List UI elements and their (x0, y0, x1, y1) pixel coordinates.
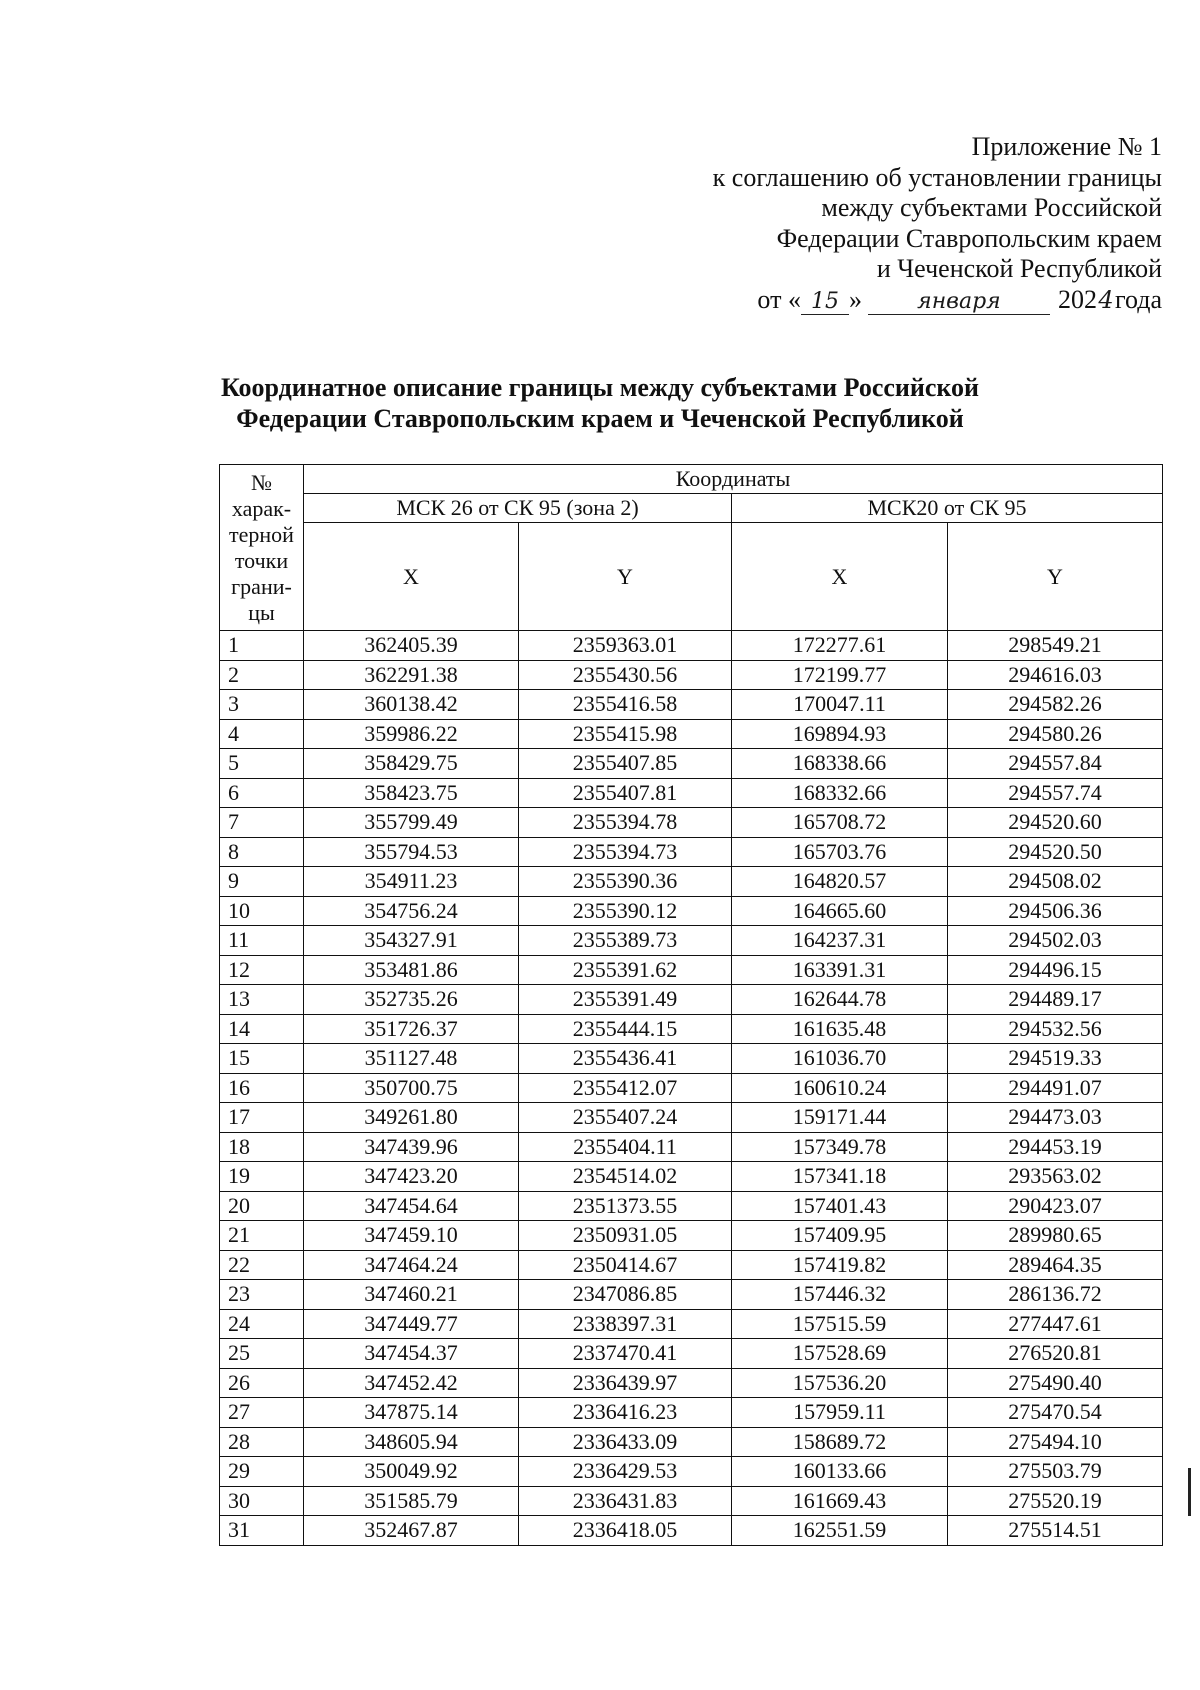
table-row (220, 778, 1163, 808)
appendix-line: к соглашению об установлении границы (712, 162, 1162, 192)
msk26-x-cell: 354911.23 (304, 867, 519, 897)
msk26-y-cell: 2355415.98 (519, 719, 732, 749)
msk20-x-cell: 170047.11 (732, 690, 948, 720)
msk20-x-cell: 162551.59 (732, 1516, 948, 1546)
msk20-x-cell: 169894.93 (732, 719, 948, 749)
table-row (220, 1221, 1163, 1251)
system2-header: МСК20 от СК 95 (732, 494, 1163, 523)
point-number-cell: 9 (220, 867, 304, 897)
table-row (220, 1162, 1163, 1192)
title-line: Федерации Ставропольским краем и Чеченской Республикой (236, 404, 964, 433)
msk20-y-cell: 294473.03 (948, 1103, 1163, 1133)
table-row (220, 955, 1163, 985)
msk20-x-cell: 168338.66 (732, 749, 948, 779)
msk26-y-cell: 2355407.24 (519, 1103, 732, 1133)
msk20-y-cell: 294520.60 (948, 808, 1163, 838)
msk26-x-cell: 347464.24 (304, 1250, 519, 1280)
point-number-cell: 25 (220, 1339, 304, 1369)
msk20-y-cell: 294616.03 (948, 660, 1163, 690)
table-body (220, 631, 1163, 1546)
point-number-cell: 29 (220, 1457, 304, 1487)
msk20-x-cell: 164237.31 (732, 926, 948, 956)
point-number-cell: 3 (220, 690, 304, 720)
msk26-x-cell: 352467.87 (304, 1516, 519, 1546)
point-number-header: № харак- терной точки грани- цы (220, 465, 304, 631)
msk20-y-cell: 294496.15 (948, 955, 1163, 985)
document-title (0, 372, 1200, 434)
table-row (220, 1516, 1163, 1546)
msk26-x-cell: 354327.91 (304, 926, 519, 956)
msk20-x-cell: 161669.43 (732, 1486, 948, 1516)
msk26-x-cell: 347449.77 (304, 1309, 519, 1339)
table-row (220, 1250, 1163, 1280)
y2-header: Y (948, 523, 1163, 631)
point-number-cell: 19 (220, 1162, 304, 1192)
msk26-x-cell: 351585.79 (304, 1486, 519, 1516)
date-quote: » (848, 284, 862, 314)
point-number-cell: 5 (220, 749, 304, 779)
msk26-y-cell: 2350931.05 (519, 1221, 732, 1251)
point-number-cell: 23 (220, 1280, 304, 1310)
msk20-y-cell: 293563.02 (948, 1162, 1163, 1192)
year-prefix: 202 (1057, 284, 1097, 314)
msk20-x-cell: 168332.66 (732, 778, 948, 808)
msk26-y-cell: 2355390.12 (519, 896, 732, 926)
msk20-y-cell: 286136.72 (948, 1280, 1163, 1310)
msk26-x-cell: 359986.22 (304, 719, 519, 749)
msk20-x-cell: 157536.20 (732, 1368, 948, 1398)
point-number-cell: 6 (220, 778, 304, 808)
msk20-x-cell: 165708.72 (732, 808, 948, 838)
msk26-x-cell: 362291.38 (304, 660, 519, 690)
table-row (220, 1309, 1163, 1339)
msk26-y-cell: 2355390.36 (519, 867, 732, 897)
point-number-cell: 7 (220, 808, 304, 838)
msk26-x-cell: 347454.37 (304, 1339, 519, 1369)
x2-header: X (732, 523, 948, 631)
coordinates-header: Координаты (304, 465, 1163, 494)
msk26-y-cell: 2355394.73 (519, 837, 732, 867)
msk20-x-cell: 165703.76 (732, 837, 948, 867)
msk26-y-cell: 2355391.49 (519, 985, 732, 1015)
msk20-x-cell: 164665.60 (732, 896, 948, 926)
msk20-y-cell: 294506.36 (948, 896, 1163, 926)
msk26-x-cell: 351127.48 (304, 1044, 519, 1074)
point-number-cell: 31 (220, 1516, 304, 1546)
point-number-cell: 2 (220, 660, 304, 690)
table-row (220, 808, 1163, 838)
msk20-y-cell: 294508.02 (948, 867, 1163, 897)
msk20-y-cell: 290423.07 (948, 1191, 1163, 1221)
msk20-x-cell: 157401.43 (732, 1191, 948, 1221)
point-number-cell: 12 (220, 955, 304, 985)
point-number-cell: 14 (220, 1014, 304, 1044)
point-number-cell: 15 (220, 1044, 304, 1074)
msk20-x-cell: 157409.95 (732, 1221, 948, 1251)
msk20-x-cell: 157341.18 (732, 1162, 948, 1192)
appendix-line: между субъектами Российской (821, 193, 1162, 222)
msk26-y-cell: 2359363.01 (519, 631, 732, 661)
msk20-x-cell: 157515.59 (732, 1309, 948, 1339)
table-row (220, 1368, 1163, 1398)
point-number-cell: 8 (220, 837, 304, 867)
msk20-x-cell: 161036.70 (732, 1044, 948, 1074)
table-row (220, 690, 1163, 720)
point-number-cell: 18 (220, 1132, 304, 1162)
msk20-x-cell: 158689.72 (732, 1427, 948, 1457)
msk26-y-cell: 2355404.11 (519, 1132, 732, 1162)
msk26-y-cell: 2355436.41 (519, 1044, 732, 1074)
msk26-x-cell: 362405.39 (304, 631, 519, 661)
msk26-y-cell: 2351373.55 (519, 1191, 732, 1221)
table-row (220, 926, 1163, 956)
msk20-x-cell: 172277.61 (732, 631, 948, 661)
table-row (220, 1339, 1163, 1369)
msk20-y-cell: 294491.07 (948, 1073, 1163, 1103)
msk26-x-cell: 347452.42 (304, 1368, 519, 1398)
point-number-cell: 26 (220, 1368, 304, 1398)
msk26-y-cell: 2336433.09 (519, 1427, 732, 1457)
agreement-date (713, 285, 1162, 316)
handwritten-month: января (868, 290, 1050, 315)
table-row (220, 749, 1163, 779)
scan-edge-mark (1188, 1468, 1191, 1516)
date-prefix: от « (757, 284, 801, 314)
point-number-cell: 20 (220, 1191, 304, 1221)
point-number-cell: 17 (220, 1103, 304, 1133)
point-number-cell: 30 (220, 1486, 304, 1516)
msk20-x-cell: 160610.24 (732, 1073, 948, 1103)
msk26-y-cell: 2350414.67 (519, 1250, 732, 1280)
point-number-cell: 13 (220, 985, 304, 1015)
msk20-x-cell: 157419.82 (732, 1250, 948, 1280)
msk20-y-cell: 294453.19 (948, 1132, 1163, 1162)
handwritten-day: 15 (801, 290, 849, 315)
msk26-y-cell: 2338397.31 (519, 1309, 732, 1339)
msk26-y-cell: 2355416.58 (519, 690, 732, 720)
msk20-y-cell: 294502.03 (948, 926, 1163, 956)
system1-header: МСК 26 от СК 95 (зона 2) (304, 494, 732, 523)
msk26-x-cell: 347460.21 (304, 1280, 519, 1310)
msk20-y-cell: 294557.84 (948, 749, 1163, 779)
coordinates-table (219, 464, 1163, 1546)
table-row (220, 1486, 1163, 1516)
msk20-x-cell: 172199.77 (732, 660, 948, 690)
point-number-cell: 22 (220, 1250, 304, 1280)
msk20-y-cell: 276520.81 (948, 1339, 1163, 1369)
point-number-cell: 1 (220, 631, 304, 661)
msk26-y-cell: 2337470.41 (519, 1339, 732, 1369)
table-row (220, 1132, 1163, 1162)
msk26-y-cell: 2354514.02 (519, 1162, 732, 1192)
table-row (220, 1191, 1163, 1221)
appendix-header (713, 132, 1162, 315)
appendix-line: Федерации Ставропольским краем (776, 223, 1162, 253)
table-row (220, 1044, 1163, 1074)
msk20-x-cell: 161635.48 (732, 1014, 948, 1044)
msk26-y-cell: 2336439.97 (519, 1368, 732, 1398)
appendix-line: и Чеченской Республикой (876, 254, 1162, 283)
x1-header: X (304, 523, 519, 631)
msk20-x-cell: 164820.57 (732, 867, 948, 897)
msk26-x-cell: 350700.75 (304, 1073, 519, 1103)
msk26-x-cell: 349261.80 (304, 1103, 519, 1133)
point-number-cell: 28 (220, 1427, 304, 1457)
msk20-y-cell: 294532.56 (948, 1014, 1163, 1044)
msk20-y-cell: 289464.35 (948, 1250, 1163, 1280)
msk20-y-cell: 298549.21 (948, 631, 1163, 661)
msk26-x-cell: 354756.24 (304, 896, 519, 926)
msk20-y-cell: 294519.33 (948, 1044, 1163, 1074)
msk20-x-cell: 157959.11 (732, 1398, 948, 1428)
point-number-cell: 16 (220, 1073, 304, 1103)
msk26-y-cell: 2336416.23 (519, 1398, 732, 1428)
msk20-x-cell: 157528.69 (732, 1339, 948, 1369)
msk26-y-cell: 2347086.85 (519, 1280, 732, 1310)
msk26-y-cell: 2355407.85 (519, 749, 732, 779)
y1-header: Y (519, 523, 732, 631)
msk26-x-cell: 355799.49 (304, 808, 519, 838)
table-row (220, 837, 1163, 867)
table-row (220, 867, 1163, 897)
msk20-x-cell: 163391.31 (732, 955, 948, 985)
msk26-x-cell: 358423.75 (304, 778, 519, 808)
msk20-x-cell: 162644.78 (732, 985, 948, 1015)
table-row (220, 1457, 1163, 1487)
msk26-x-cell: 347459.10 (304, 1221, 519, 1251)
msk26-x-cell: 351726.37 (304, 1014, 519, 1044)
msk20-y-cell: 294489.17 (948, 985, 1163, 1015)
msk26-x-cell: 355794.53 (304, 837, 519, 867)
msk26-y-cell: 2355407.81 (519, 778, 732, 808)
msk26-x-cell: 347454.64 (304, 1191, 519, 1221)
point-number-cell: 24 (220, 1309, 304, 1339)
msk26-y-cell: 2355412.07 (519, 1073, 732, 1103)
table-row (220, 1103, 1163, 1133)
msk20-y-cell: 275494.10 (948, 1427, 1163, 1457)
table-row (220, 631, 1163, 661)
point-number-cell: 11 (220, 926, 304, 956)
msk20-y-cell: 294520.50 (948, 837, 1163, 867)
table-row (220, 660, 1163, 690)
msk20-y-cell: 275520.19 (948, 1486, 1163, 1516)
point-number-cell: 4 (220, 719, 304, 749)
table-row (220, 1280, 1163, 1310)
appendix-line: Приложение № 1 (971, 132, 1162, 161)
msk20-x-cell: 159171.44 (732, 1103, 948, 1133)
msk26-x-cell: 347875.14 (304, 1398, 519, 1428)
msk20-y-cell: 289980.65 (948, 1221, 1163, 1251)
msk26-y-cell: 2336429.53 (519, 1457, 732, 1487)
msk20-x-cell: 157446.32 (732, 1280, 948, 1310)
table-row (220, 896, 1163, 926)
msk26-x-cell: 352735.26 (304, 985, 519, 1015)
table-row (220, 1073, 1163, 1103)
msk26-x-cell: 347423.20 (304, 1162, 519, 1192)
point-number-cell: 27 (220, 1398, 304, 1428)
msk26-y-cell: 2355389.73 (519, 926, 732, 956)
msk26-y-cell: 2355394.78 (519, 808, 732, 838)
msk26-x-cell: 348605.94 (304, 1427, 519, 1457)
msk20-y-cell: 275470.54 (948, 1398, 1163, 1428)
table-row (220, 985, 1163, 1015)
msk26-x-cell: 353481.86 (304, 955, 519, 985)
point-number-cell: 10 (220, 896, 304, 926)
msk26-y-cell: 2355391.62 (519, 955, 732, 985)
msk20-y-cell: 275503.79 (948, 1457, 1163, 1487)
msk26-x-cell: 358429.75 (304, 749, 519, 779)
msk26-y-cell: 2355444.15 (519, 1014, 732, 1044)
msk26-y-cell: 2336418.05 (519, 1516, 732, 1546)
handwritten-year-digit: 4 (1098, 285, 1114, 314)
point-number-cell: 21 (220, 1221, 304, 1251)
table-row (220, 1014, 1163, 1044)
msk26-x-cell: 360138.42 (304, 690, 519, 720)
msk20-y-cell: 294582.26 (948, 690, 1163, 720)
msk20-y-cell: 275514.51 (948, 1516, 1163, 1546)
msk26-x-cell: 347439.96 (304, 1132, 519, 1162)
msk26-y-cell: 2355430.56 (519, 660, 732, 690)
date-suffix: года (1114, 284, 1162, 314)
msk26-y-cell: 2336431.83 (519, 1486, 732, 1516)
table-row (220, 1398, 1163, 1428)
msk20-y-cell: 294580.26 (948, 719, 1163, 749)
title-line: Координатное описание границы между субъектами Российской (220, 373, 980, 402)
table-row (220, 719, 1163, 749)
msk20-x-cell: 157349.78 (732, 1132, 948, 1162)
msk26-x-cell: 350049.92 (304, 1457, 519, 1487)
msk20-x-cell: 160133.66 (732, 1457, 948, 1487)
msk20-y-cell: 294557.74 (948, 778, 1163, 808)
table-row (220, 1427, 1163, 1457)
msk20-y-cell: 275490.40 (948, 1368, 1163, 1398)
msk20-y-cell: 277447.61 (948, 1309, 1163, 1339)
